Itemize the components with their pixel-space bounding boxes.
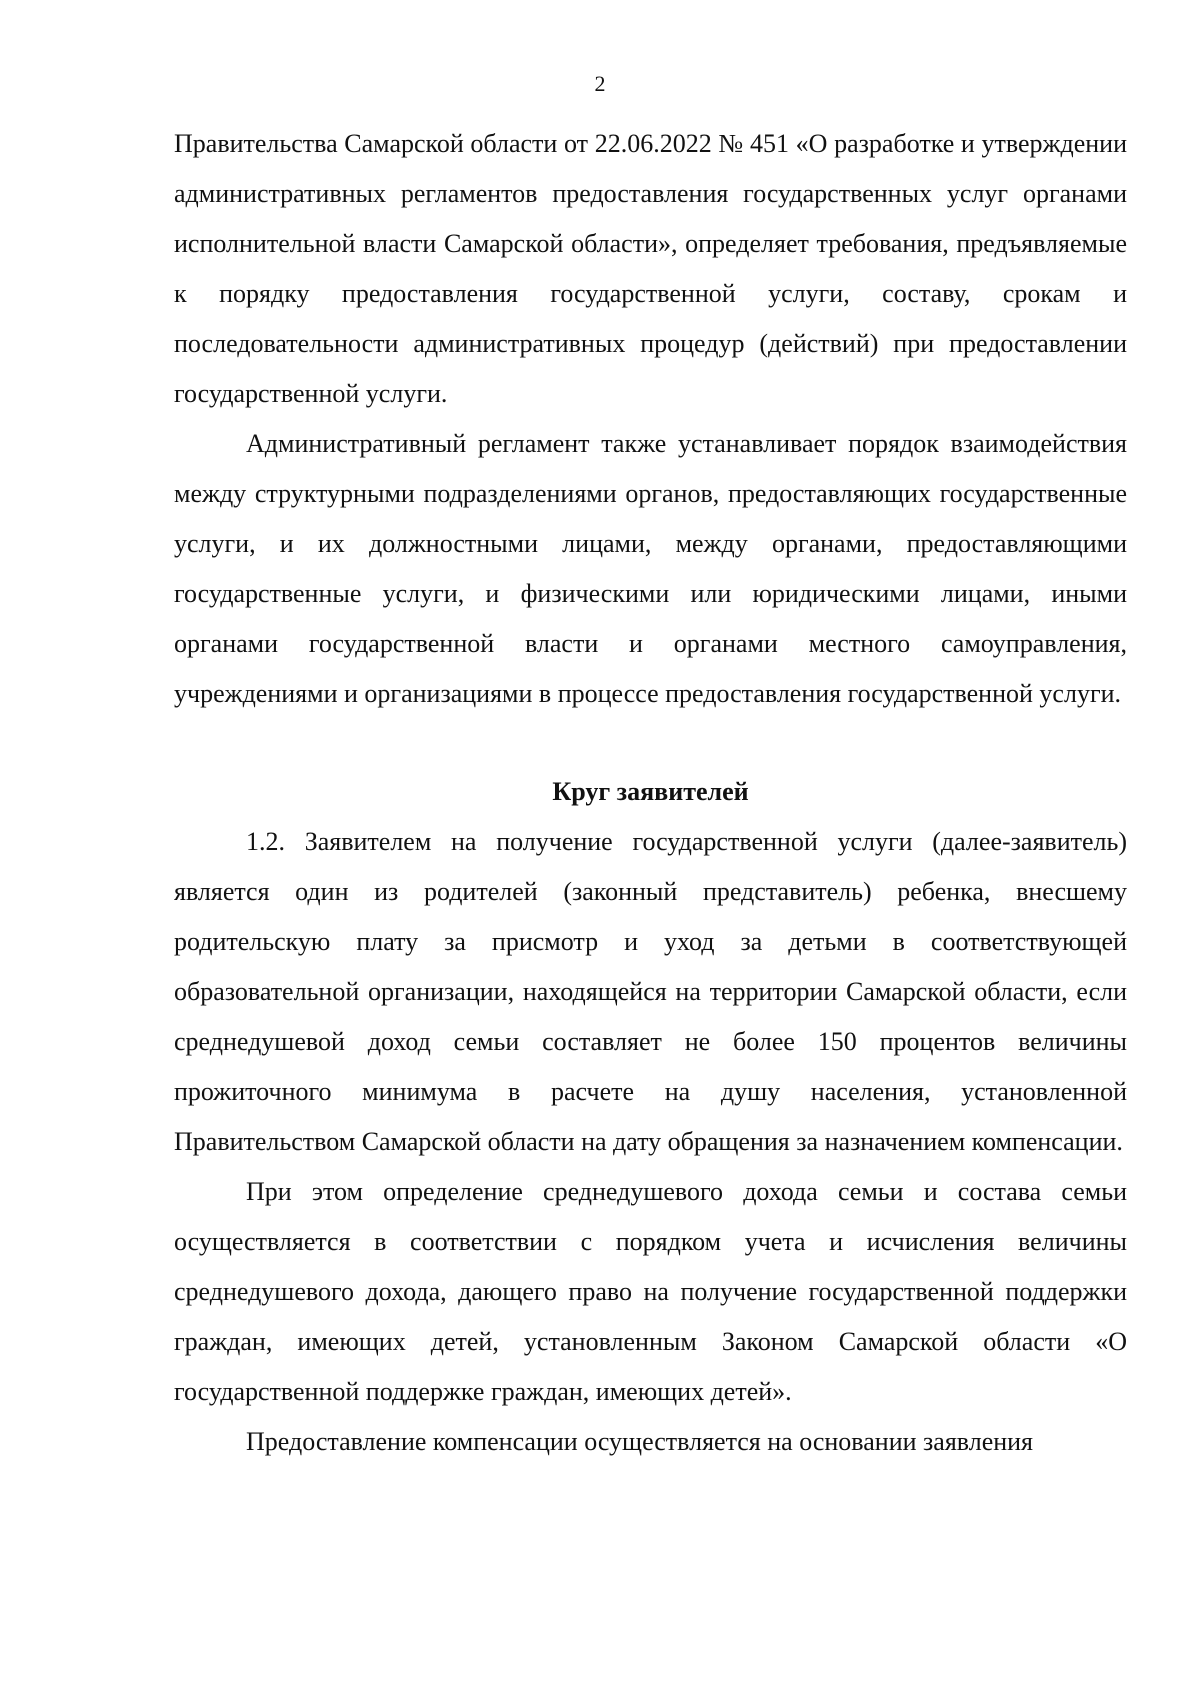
paragraph-applicants: 1.2. Заявителем на получение государственной услуги (далее-заявитель) является один из родителей (законный представитель) ребенка, внесшему родительскую плату за присмотр и уход за детьми в соответствующей образовательной организации, находящейся на территории Самарской области, если среднедушевой доход семьи составляет не более 150 процентов величины прожиточного минимума в расчете на душу населения, установленной Правительством Самарской области на дату обращения за назначением компенсации.: [174, 827, 1127, 1156]
paragraph-income-determination: При этом определение среднедушевого дохода семьи и состава семьи осуществляется в соответствии с порядком учета и исчисления величины среднедушевого дохода, дающего право на получение государственной поддержки граждан, имеющих детей, установленным Законом Самарской области «О государственной поддержке граждан, имеющих детей».: [174, 1177, 1127, 1406]
page-number: 2: [594, 71, 606, 96]
document-body: [174, 119, 1127, 1467]
section-spacer: [174, 719, 1127, 767]
paragraph-regulation-purpose: Правительства Самарской области от 22.06.2022 № 451 «О разработке и утверждении административных регламентов предоставления государственных услуг органами исполнительной власти Самарской области», определяет требования, предъявляемые к порядку предоставления государственной услуги, составу, срокам и последовательности административных процедур (действий) при предоставлении государственной услуги.: [174, 129, 1127, 408]
section-heading: Круг заявителей: [552, 777, 749, 806]
paragraph-compensation-basis: Предоставление компенсации осуществляется на основании заявления: [246, 1427, 1034, 1456]
paragraph-interaction-order: Административный регламент также устанавливает порядок взаимодействия между структурными подразделениями органов, предоставляющих государственные услуги, и их должностными лицами, между органами, предоставляющими государственные услуги, и физическими или юридическими лицами, иными органами государственной власти и органами местного самоуправления, учреждениями и организациями в процессе предоставления государственной услуги.: [174, 429, 1127, 708]
